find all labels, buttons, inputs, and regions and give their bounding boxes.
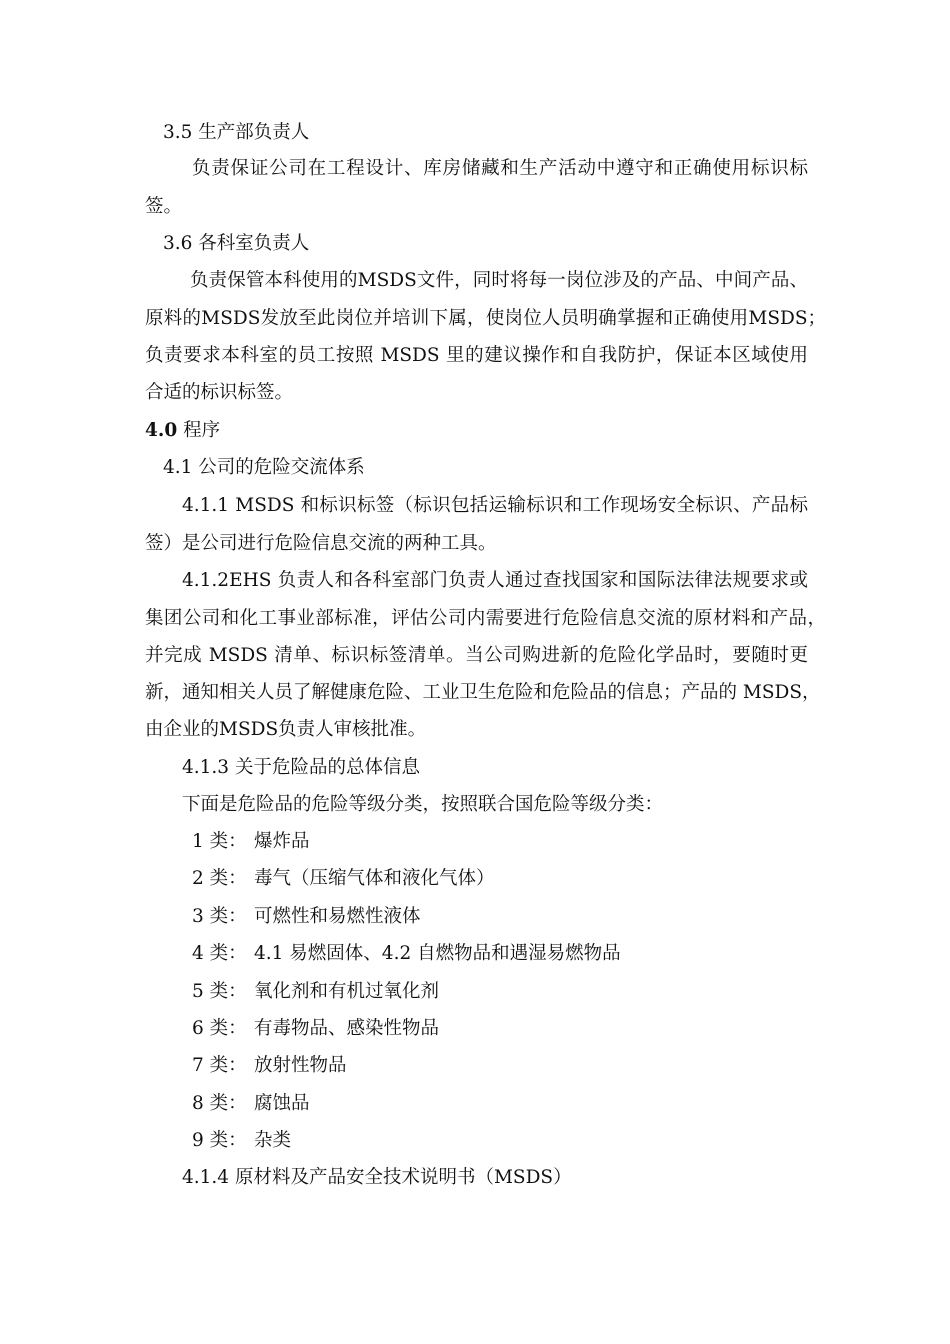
section-4-1-2-line-5: 由企业的MSDS负责人审核批准。	[145, 719, 427, 740]
hazard-class-name: 杂类	[254, 1130, 292, 1151]
hazard-class-name: 氧化剂和有机过氧化剂	[254, 981, 440, 1002]
hazard-class-row	[192, 829, 812, 855]
hazard-class-number: 9 类：	[192, 1130, 247, 1151]
hazard-class-row	[192, 1053, 812, 1079]
hazard-class-number: 5 类：	[192, 981, 247, 1002]
section-4-0-title: 程序	[177, 420, 221, 441]
hazard-class-row	[192, 904, 812, 930]
section-4-0-heading	[145, 418, 220, 444]
section-4-1-2-line-4: 新，通知相关人员了解健康危险、工业卫生危险和危险品的信息；产品的 MSDS，	[145, 682, 821, 703]
section-3-5-line-2: 签。	[145, 196, 183, 217]
hazard-class-row	[192, 941, 812, 967]
hazard-class-row	[192, 1091, 812, 1117]
hazard-class-name: 可燃性和易燃性液体	[254, 906, 421, 927]
section-3-5-line-1: 负责保证公司在工程设计、库房储藏和生产活动中遵守和正确使用标识标	[192, 158, 808, 179]
hazard-class-row	[192, 979, 812, 1005]
hazard-class-row	[192, 1128, 812, 1154]
hazard-class-number: 6 类：	[192, 1018, 247, 1039]
section-4-1-1-line-1: 4.1.1 MSDS 和标识标签（标识包括运输标识和工作现场安全标识、产品标	[182, 495, 808, 516]
section-4-1-2-line-2: 集团公司和化工事业部标准，评估公司内需要进行危险信息交流的原材料和产品，	[145, 608, 826, 629]
hazard-class-row	[192, 866, 812, 892]
hazard-class-name: 4.1 易燃固体、4.2 自燃物品和遇湿易燃物品	[254, 943, 621, 964]
hazard-class-number: 7 类：	[192, 1055, 247, 1076]
section-3-6-line-1: 负责保管本科使用的MSDS文件，同时将每一岗位涉及的产品、中间产品、	[190, 270, 808, 291]
hazard-class-name: 爆炸品	[254, 831, 310, 852]
section-4-1-1-line-2: 签）是公司进行危险信息交流的两种工具。	[145, 533, 497, 554]
section-4-0-number: 4.0	[145, 420, 178, 441]
section-3-6-line-4: 合适的标识标签。	[145, 382, 294, 403]
section-4-1-2-line-3: 并完成 MSDS 清单、标识标签清单。当公司购进新的危险化学品时，要随时更	[145, 645, 808, 666]
section-3-6-line-2: 原料的MSDS发放至此岗位并培训下属，使岗位人员明确掌握和正确使用MSDS；	[145, 308, 826, 329]
hazard-class-name: 腐蚀品	[254, 1093, 310, 1114]
hazard-class-name: 毒气（压缩气体和液化气体）	[254, 868, 495, 889]
section-3-6-line-3: 负责要求本科室的员工按照 MSDS 里的建议操作和自我防护，保证本区域使用	[145, 345, 808, 366]
hazard-class-number: 1 类：	[192, 831, 247, 852]
section-4-1-4-heading: 4.1.4 原材料及产品安全技术说明书（MSDS）	[182, 1167, 572, 1188]
section-3-5-heading: 3.5 生产部负责人	[163, 122, 310, 143]
section-4-1-3-intro: 下面是危险品的危险等级分类，按照联合国危险等级分类：	[182, 794, 664, 815]
hazard-class-number: 3 类：	[192, 906, 247, 927]
section-4-1-2-line-1: 4.1.2EHS 负责人和各科室部门负责人通过查找国家和国际法律法规要求或	[182, 570, 808, 591]
section-3-6-heading: 3.6 各科室负责人	[163, 233, 310, 254]
hazard-class-number: 2 类：	[192, 868, 247, 889]
hazard-class-number: 8 类：	[192, 1093, 247, 1114]
hazard-class-number: 4 类：	[192, 943, 247, 964]
section-4-1-3-heading: 4.1.3 关于危险品的总体信息	[182, 757, 420, 778]
hazard-class-name: 放射性物品	[254, 1055, 347, 1076]
hazard-class-name: 有毒物品、感染性物品	[254, 1018, 440, 1039]
section-4-1-heading: 4.1 公司的危险交流体系	[163, 457, 365, 478]
hazard-class-row	[192, 1016, 812, 1042]
